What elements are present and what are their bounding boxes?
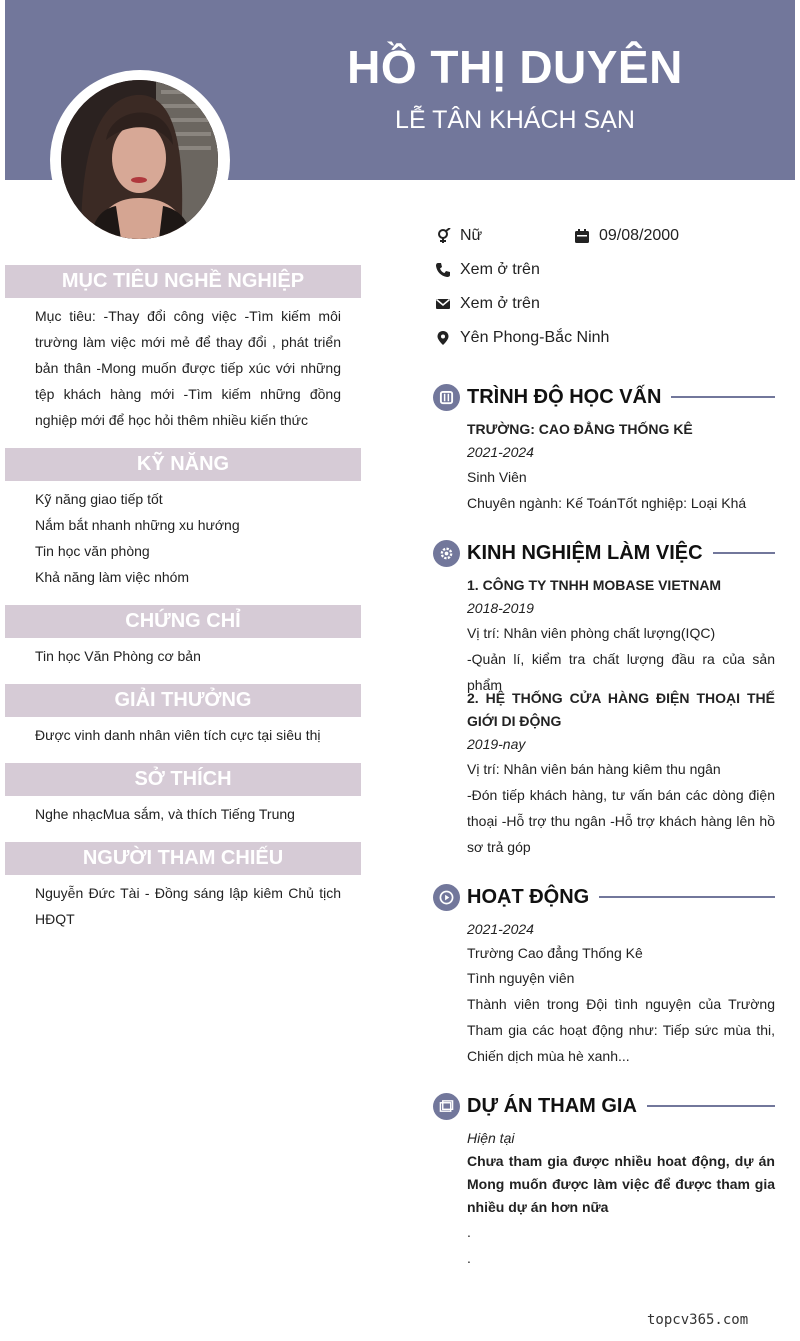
play-icon bbox=[433, 884, 460, 911]
references-text: Nguyễn Đức Tài - Đồng sáng lập kiêm Chủ tịch HĐQT bbox=[35, 885, 341, 927]
candidate-name: HỒ THỊ DUYÊN bbox=[347, 41, 683, 93]
skill-item: Nắm bắt nhanh những xu hướng bbox=[35, 517, 240, 533]
activity-org: Trường Cao đẳng Thống Kê bbox=[467, 945, 643, 961]
gear-icon bbox=[433, 540, 460, 567]
birthday-row bbox=[574, 225, 679, 247]
activities-block bbox=[467, 918, 775, 1069]
email-value: Xem ở trên bbox=[460, 295, 540, 312]
section-title-objective: MỤC TIÊU NGHỀ NGHIỆP bbox=[5, 265, 361, 298]
job-period: 2019-nay bbox=[467, 736, 526, 752]
section-divider bbox=[713, 552, 775, 554]
job-description: -Quản lí, kiểm tra chất lượng đầu ra của sản phẩm bbox=[467, 651, 775, 693]
experience-job-1 bbox=[467, 574, 775, 698]
activity-description: Thành viên trong Đội tình nguyện của Trường Tham gia các hoạt động như: Tiếp sức mùa thi, Chiến dịch mùa hè xanh... bbox=[467, 996, 775, 1064]
job-description: -Đón tiếp khách hàng, tư vấn bán các dòng điện thoại -Hỗ trợ thu ngân -Hỗ trợ khách hàng lên hồ sơ trả góp bbox=[467, 787, 775, 855]
section-title-projects: DỰ ÁN THAM GIA bbox=[467, 1094, 637, 1117]
skills-list bbox=[35, 486, 341, 590]
section-title-skills: KỸ NĂNG bbox=[5, 448, 361, 481]
education-block bbox=[467, 418, 775, 516]
section-activities bbox=[433, 882, 775, 912]
gender-icon bbox=[435, 228, 451, 244]
job-company: 2. HỆ THỐNG CỬA HÀNG ĐIỆN THOẠI THẾ GIỚI DI ĐỘNG bbox=[467, 690, 775, 729]
skill-item: Khả năng làm việc nhóm bbox=[35, 569, 190, 585]
section-experience bbox=[433, 538, 775, 568]
project-name: Chưa tham gia được nhiều hoat động, dự án Mong muốn được làm việc để được tham gia nhiều dự án hơn nữa bbox=[467, 1153, 775, 1215]
certificates-text: Tin học Văn Phòng cơ bản bbox=[35, 648, 201, 664]
email-row bbox=[435, 293, 540, 315]
location-pin-icon bbox=[435, 330, 451, 346]
phone-icon bbox=[435, 262, 451, 278]
skill-item: Tin học văn phòng bbox=[35, 543, 150, 559]
section-title-references: NGƯỜI THAM CHIẾU bbox=[5, 842, 361, 875]
objective-text: Mục tiêu: -Thay đổi công việc -Tìm kiếm môi trường làm việc mới mẻ để thay đổi , phát triển bản thân -Mong muốn được tiếp xúc với những tệp khách hàng mới -Tìm kiếm những đồng nghiệp mới để học hỏi thêm nhiều kiến thức bbox=[35, 308, 341, 428]
education-status: Sinh Viên bbox=[467, 469, 527, 485]
section-title-education: TRÌNH ĐỘ HỌC VẤN bbox=[467, 385, 662, 408]
project-line: . bbox=[467, 1224, 471, 1240]
section-divider bbox=[599, 896, 775, 898]
section-projects bbox=[433, 1091, 775, 1121]
activity-role: Tình nguyện viên bbox=[467, 970, 575, 986]
skill-item: Kỹ năng giao tiếp tốt bbox=[35, 491, 163, 507]
job-position: Vị trí: Nhân viên phòng chất lượng(IQC) bbox=[467, 625, 716, 641]
project-period: Hiện tại bbox=[467, 1130, 515, 1146]
address-row bbox=[435, 327, 609, 349]
section-title-hobbies: SỞ THÍCH bbox=[5, 763, 361, 796]
education-major: Chuyên ngành: Kế ToánTốt nghiệp: Loại Khá bbox=[467, 495, 747, 511]
section-divider bbox=[671, 396, 775, 398]
experience-job-2 bbox=[467, 687, 775, 860]
avatar bbox=[61, 80, 218, 239]
job-company: 1. CÔNG TY TNHH MOBASE VIETNAM bbox=[467, 577, 722, 593]
section-title-awards: GIẢI THƯỞNG bbox=[5, 684, 361, 717]
education-period: 2021-2024 bbox=[467, 444, 534, 460]
footer-site: topcv365.com bbox=[647, 1312, 749, 1328]
section-title-certificates: CHỨNG CHỈ bbox=[5, 605, 361, 638]
address-value: Yên Phong-Bắc Ninh bbox=[460, 329, 610, 346]
gender-row bbox=[435, 225, 482, 247]
project-line: . bbox=[467, 1250, 471, 1266]
phone-value: Xem ở trên bbox=[460, 261, 540, 278]
job-period: 2018-2019 bbox=[467, 600, 534, 616]
education-school: TRƯỜNG: CAO ĐẲNG THỐNG KÊ bbox=[467, 421, 693, 437]
section-divider bbox=[647, 1105, 775, 1107]
calendar-icon bbox=[574, 228, 590, 244]
section-title-experience: KINH NGHIỆM LÀM VIỆC bbox=[467, 541, 703, 564]
book-icon bbox=[433, 384, 460, 411]
projects-block bbox=[467, 1127, 775, 1271]
job-position: Vị trí: Nhân viên bán hàng kiêm thu ngân bbox=[467, 761, 721, 777]
phone-row bbox=[435, 259, 540, 281]
awards-text: Được vinh danh nhân viên tích cực tại siêu thị bbox=[35, 727, 321, 743]
gender-value: Nữ bbox=[460, 227, 483, 244]
section-education bbox=[433, 382, 775, 412]
section-title-activities: HOẠT ĐỘNG bbox=[467, 885, 590, 908]
activity-period: 2021-2024 bbox=[467, 921, 534, 937]
job-title: LỄ TÂN KHÁCH SẠN bbox=[395, 106, 635, 134]
hobbies-text: Nghe nhạcMua sắm, và thích Tiếng Trung bbox=[35, 806, 295, 822]
email-icon bbox=[435, 296, 451, 312]
folder-icon bbox=[433, 1093, 460, 1120]
birthday-value: 09/08/2000 bbox=[599, 227, 680, 244]
